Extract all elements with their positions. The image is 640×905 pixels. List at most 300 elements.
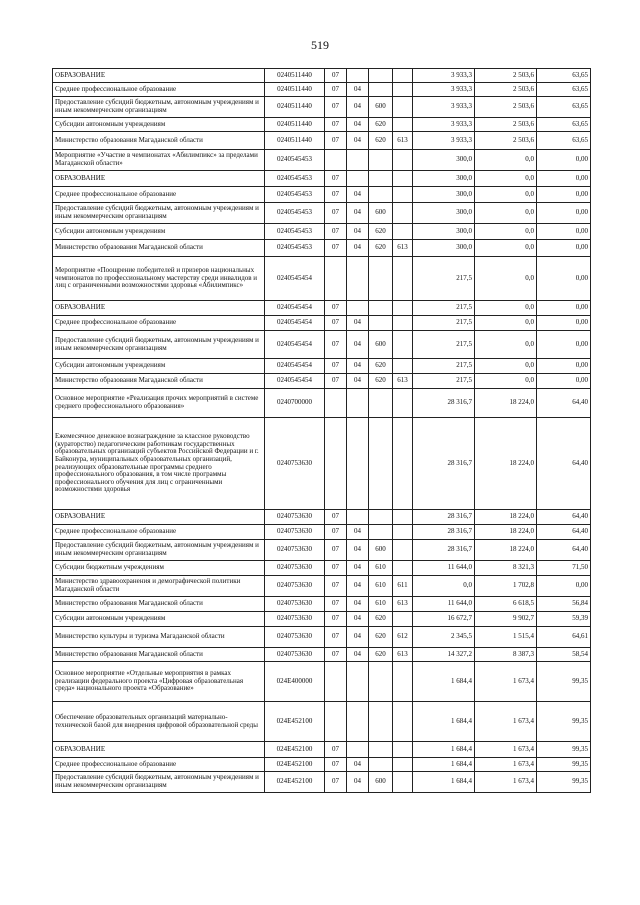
row-target-code: 0240545454 bbox=[265, 331, 325, 359]
row-plan: 3 933,3 bbox=[413, 118, 475, 132]
row-target-code: 0240753630 bbox=[265, 418, 325, 510]
row-actual: 1 515,4 bbox=[475, 627, 537, 648]
row-target-code: 0240753630 bbox=[265, 525, 325, 540]
row-expense-type bbox=[369, 257, 393, 301]
row-expense-type: 620 bbox=[369, 240, 393, 257]
row-section: 07 bbox=[325, 97, 347, 118]
row-actual: 1 702,8 bbox=[475, 576, 537, 597]
row-name: Министерство образования Магаданской области bbox=[53, 648, 265, 662]
row-plan: 28 316,7 bbox=[413, 418, 475, 510]
row-subsection bbox=[347, 257, 369, 301]
row-admin-code bbox=[393, 118, 413, 132]
page-number: 519 bbox=[311, 38, 329, 52]
row-expense-type: 620 bbox=[369, 132, 393, 150]
row-actual: 0,0 bbox=[475, 359, 537, 374]
row-plan: 3 933,3 bbox=[413, 132, 475, 150]
row-admin-code bbox=[393, 389, 413, 418]
row-target-code: 024E452100 bbox=[265, 742, 325, 758]
row-actual: 0,0 bbox=[475, 257, 537, 301]
row-actual: 0,0 bbox=[475, 301, 537, 316]
row-subsection bbox=[347, 742, 369, 758]
row-section: 07 bbox=[325, 772, 347, 793]
row-percent: 99,35 bbox=[537, 772, 591, 793]
row-percent: 0,00 bbox=[537, 359, 591, 374]
row-section: 07 bbox=[325, 540, 347, 561]
row-expense-type: 620 bbox=[369, 224, 393, 240]
row-target-code: 0240753630 bbox=[265, 648, 325, 662]
row-admin-code: 613 bbox=[393, 648, 413, 662]
row-name: Субсидии автономным учреждениям bbox=[53, 224, 265, 240]
row-admin-code bbox=[393, 257, 413, 301]
row-admin-code bbox=[393, 316, 413, 331]
row-name: Предоставление субсидий бюджетным, автономным учреждениям и иным некоммерческим организациям bbox=[53, 97, 265, 118]
table-row bbox=[53, 118, 591, 132]
row-section: 07 bbox=[325, 224, 347, 240]
table-row bbox=[53, 576, 591, 597]
row-section: 07 bbox=[325, 627, 347, 648]
row-target-code: 0240545454 bbox=[265, 374, 325, 389]
row-percent: 63,65 bbox=[537, 69, 591, 83]
row-actual: 18 224,0 bbox=[475, 418, 537, 510]
row-actual: 0,0 bbox=[475, 316, 537, 331]
row-section: 07 bbox=[325, 576, 347, 597]
row-admin-code bbox=[393, 525, 413, 540]
table-row bbox=[53, 331, 591, 359]
row-plan: 300,0 bbox=[413, 203, 475, 224]
row-expense-type: 610 bbox=[369, 576, 393, 597]
row-expense-type bbox=[369, 171, 393, 187]
row-plan: 3 933,3 bbox=[413, 97, 475, 118]
row-target-code: 0240545454 bbox=[265, 257, 325, 301]
row-actual: 18 224,0 bbox=[475, 525, 537, 540]
row-subsection: 04 bbox=[347, 83, 369, 97]
row-target-code: 0240753630 bbox=[265, 561, 325, 576]
row-plan: 28 316,7 bbox=[413, 540, 475, 561]
row-subsection bbox=[347, 662, 369, 702]
row-target-code: 0240511440 bbox=[265, 69, 325, 83]
row-admin-code bbox=[393, 359, 413, 374]
row-target-code: 0240545453 bbox=[265, 224, 325, 240]
row-subsection bbox=[347, 389, 369, 418]
row-admin-code: 613 bbox=[393, 132, 413, 150]
row-percent: 64,40 bbox=[537, 540, 591, 561]
row-name: Ежемесячное денежное вознаграждение за классное руководство (кураторство) педагогическим работникам государственных образовательных организаций субъектов Российской Федерации и г. Байконура, муниципальных образовательных организаций, реализующих образовательные программы среднего профессионального образования, в том числе программы профессионального обучения для лиц с ограниченными возможностями здоровья bbox=[53, 418, 265, 510]
row-subsection: 04 bbox=[347, 316, 369, 331]
row-target-code: 0240545453 bbox=[265, 150, 325, 171]
row-expense-type: 620 bbox=[369, 627, 393, 648]
row-subsection bbox=[347, 171, 369, 187]
row-admin-code bbox=[393, 331, 413, 359]
row-name: Мероприятие «Поощрение победителей и призеров национальных чемпионатов по профессиональному мастерству среди инвалидов и лиц с ограниченными возможностями здоровья «Абилимпикс» bbox=[53, 257, 265, 301]
table-row bbox=[53, 359, 591, 374]
row-percent: 0,00 bbox=[537, 187, 591, 203]
row-plan: 28 316,7 bbox=[413, 525, 475, 540]
row-expense-type bbox=[369, 758, 393, 772]
row-target-code: 0240511440 bbox=[265, 118, 325, 132]
row-actual: 18 224,0 bbox=[475, 389, 537, 418]
row-subsection: 04 bbox=[347, 772, 369, 793]
row-expense-type bbox=[369, 389, 393, 418]
row-percent: 0,00 bbox=[537, 203, 591, 224]
row-name: Обеспечение образовательных организаций материально-технической базой для внедрения цифровой образовательной среды bbox=[53, 702, 265, 742]
row-target-code: 024E452100 bbox=[265, 758, 325, 772]
row-expense-type: 620 bbox=[369, 118, 393, 132]
row-actual: 2 503,6 bbox=[475, 132, 537, 150]
table-row bbox=[53, 540, 591, 561]
row-admin-code bbox=[393, 540, 413, 561]
row-section: 07 bbox=[325, 561, 347, 576]
row-subsection: 04 bbox=[347, 97, 369, 118]
row-name: ОБРАЗОВАНИЕ bbox=[53, 69, 265, 83]
row-admin-code bbox=[393, 97, 413, 118]
row-name: Субсидии бюджетным учреждениям bbox=[53, 561, 265, 576]
row-section: 07 bbox=[325, 187, 347, 203]
row-subsection bbox=[347, 510, 369, 525]
table-row bbox=[53, 772, 591, 793]
row-plan: 2 345,5 bbox=[413, 627, 475, 648]
table-row bbox=[53, 132, 591, 150]
row-expense-type bbox=[369, 742, 393, 758]
row-section: 07 bbox=[325, 758, 347, 772]
row-percent: 63,65 bbox=[537, 118, 591, 132]
row-actual: 0,0 bbox=[475, 187, 537, 203]
row-section: 07 bbox=[325, 132, 347, 150]
row-name: Министерство культуры и туризма Магаданской области bbox=[53, 627, 265, 648]
row-plan: 11 644,0 bbox=[413, 597, 475, 612]
row-section: 07 bbox=[325, 331, 347, 359]
row-plan: 1 684,4 bbox=[413, 772, 475, 793]
row-section: 07 bbox=[325, 374, 347, 389]
row-actual: 1 673,4 bbox=[475, 702, 537, 742]
table-row bbox=[53, 662, 591, 702]
row-plan: 217,5 bbox=[413, 257, 475, 301]
row-plan: 1 684,4 bbox=[413, 662, 475, 702]
row-plan: 11 644,0 bbox=[413, 561, 475, 576]
row-section: 07 bbox=[325, 359, 347, 374]
row-actual: 0,0 bbox=[475, 224, 537, 240]
row-plan: 1 684,4 bbox=[413, 758, 475, 772]
table-row bbox=[53, 627, 591, 648]
row-expense-type bbox=[369, 301, 393, 316]
row-plan: 217,5 bbox=[413, 301, 475, 316]
row-admin-code bbox=[393, 69, 413, 83]
row-subsection: 04 bbox=[347, 187, 369, 203]
row-admin-code bbox=[393, 150, 413, 171]
row-subsection: 04 bbox=[347, 758, 369, 772]
row-expense-type: 620 bbox=[369, 612, 393, 627]
row-plan: 28 316,7 bbox=[413, 389, 475, 418]
row-section bbox=[325, 702, 347, 742]
row-expense-type: 600 bbox=[369, 772, 393, 793]
row-expense-type bbox=[369, 187, 393, 203]
row-subsection: 04 bbox=[347, 132, 369, 150]
row-plan: 217,5 bbox=[413, 316, 475, 331]
row-admin-code bbox=[393, 418, 413, 510]
row-percent: 63,65 bbox=[537, 132, 591, 150]
row-expense-type bbox=[369, 316, 393, 331]
row-target-code: 0240545453 bbox=[265, 171, 325, 187]
row-section: 07 bbox=[325, 171, 347, 187]
table-row bbox=[53, 510, 591, 525]
row-admin-code bbox=[393, 203, 413, 224]
budget-table bbox=[52, 68, 591, 793]
row-admin-code bbox=[393, 662, 413, 702]
row-percent: 0,00 bbox=[537, 316, 591, 331]
row-name: Субсидии автономным учреждениям bbox=[53, 359, 265, 374]
row-actual: 18 224,0 bbox=[475, 510, 537, 525]
row-name: Среднее профессиональное образование bbox=[53, 187, 265, 203]
row-name: ОБРАЗОВАНИЕ bbox=[53, 301, 265, 316]
row-section: 07 bbox=[325, 83, 347, 97]
row-actual: 1 673,4 bbox=[475, 758, 537, 772]
table-row bbox=[53, 97, 591, 118]
row-target-code: 0240545453 bbox=[265, 203, 325, 224]
row-expense-type: 610 bbox=[369, 597, 393, 612]
row-plan: 0,0 bbox=[413, 576, 475, 597]
row-section: 07 bbox=[325, 510, 347, 525]
row-percent: 64,61 bbox=[537, 627, 591, 648]
row-expense-type: 620 bbox=[369, 359, 393, 374]
table-row bbox=[53, 561, 591, 576]
row-actual: 0,0 bbox=[475, 171, 537, 187]
row-target-code: 0240753630 bbox=[265, 540, 325, 561]
row-percent: 64,40 bbox=[537, 510, 591, 525]
row-percent: 0,00 bbox=[537, 331, 591, 359]
table-row bbox=[53, 69, 591, 83]
row-subsection: 04 bbox=[347, 203, 369, 224]
table-row bbox=[53, 742, 591, 758]
row-subsection: 04 bbox=[347, 359, 369, 374]
row-section bbox=[325, 150, 347, 171]
row-target-code: 0240511440 bbox=[265, 97, 325, 118]
row-target-code: 0240545454 bbox=[265, 301, 325, 316]
table-row bbox=[53, 648, 591, 662]
row-name: ОБРАЗОВАНИЕ bbox=[53, 510, 265, 525]
row-subsection: 04 bbox=[347, 540, 369, 561]
table-row bbox=[53, 301, 591, 316]
table-row bbox=[53, 389, 591, 418]
row-name: Среднее профессиональное образование bbox=[53, 525, 265, 540]
row-name: Среднее профессиональное образование bbox=[53, 758, 265, 772]
row-percent: 63,65 bbox=[537, 83, 591, 97]
row-admin-code bbox=[393, 772, 413, 793]
row-expense-type bbox=[369, 418, 393, 510]
row-subsection bbox=[347, 69, 369, 83]
row-section: 07 bbox=[325, 69, 347, 83]
row-target-code: 0240545453 bbox=[265, 240, 325, 257]
row-actual: 2 503,6 bbox=[475, 118, 537, 132]
row-section: 07 bbox=[325, 240, 347, 257]
table-row bbox=[53, 758, 591, 772]
row-percent: 64,40 bbox=[537, 525, 591, 540]
row-plan: 3 933,3 bbox=[413, 69, 475, 83]
row-name: Среднее профессиональное образование bbox=[53, 83, 265, 97]
row-admin-code bbox=[393, 301, 413, 316]
row-admin-code bbox=[393, 224, 413, 240]
row-name: ОБРАЗОВАНИЕ bbox=[53, 742, 265, 758]
row-target-code: 024E452100 bbox=[265, 702, 325, 742]
table-row bbox=[53, 702, 591, 742]
row-name: Предоставление субсидий бюджетным, автономным учреждениям и иным некоммерческим организациям bbox=[53, 331, 265, 359]
row-plan: 3 933,3 bbox=[413, 83, 475, 97]
row-section: 07 bbox=[325, 118, 347, 132]
row-subsection bbox=[347, 301, 369, 316]
row-plan: 300,0 bbox=[413, 240, 475, 257]
row-actual: 9 902,7 bbox=[475, 612, 537, 627]
row-target-code: 0240545454 bbox=[265, 316, 325, 331]
row-subsection: 04 bbox=[347, 597, 369, 612]
row-percent: 0,00 bbox=[537, 301, 591, 316]
row-subsection: 04 bbox=[347, 525, 369, 540]
row-actual: 18 224,0 bbox=[475, 540, 537, 561]
row-expense-type: 620 bbox=[369, 374, 393, 389]
row-expense-type bbox=[369, 69, 393, 83]
row-subsection bbox=[347, 150, 369, 171]
row-subsection: 04 bbox=[347, 627, 369, 648]
row-section bbox=[325, 662, 347, 702]
table-row bbox=[53, 525, 591, 540]
table-row bbox=[53, 224, 591, 240]
row-section bbox=[325, 257, 347, 301]
table-row bbox=[53, 150, 591, 171]
row-percent: 56,84 bbox=[537, 597, 591, 612]
row-target-code: 0240753630 bbox=[265, 576, 325, 597]
row-actual: 2 503,6 bbox=[475, 97, 537, 118]
row-expense-type: 610 bbox=[369, 561, 393, 576]
row-subsection: 04 bbox=[347, 612, 369, 627]
row-section bbox=[325, 389, 347, 418]
row-section: 07 bbox=[325, 316, 347, 331]
table-row bbox=[53, 257, 591, 301]
row-plan: 217,5 bbox=[413, 359, 475, 374]
row-percent: 0,00 bbox=[537, 257, 591, 301]
row-actual: 2 503,6 bbox=[475, 69, 537, 83]
row-expense-type: 600 bbox=[369, 540, 393, 561]
row-admin-code: 613 bbox=[393, 374, 413, 389]
row-plan: 16 672,7 bbox=[413, 612, 475, 627]
row-plan: 28 316,7 bbox=[413, 510, 475, 525]
row-name: Субсидии автономным учреждениям bbox=[53, 118, 265, 132]
row-percent: 99,35 bbox=[537, 758, 591, 772]
row-actual: 0,0 bbox=[475, 240, 537, 257]
row-target-code: 0240753630 bbox=[265, 627, 325, 648]
row-admin-code bbox=[393, 702, 413, 742]
row-actual: 0,0 bbox=[475, 374, 537, 389]
row-percent: 59,39 bbox=[537, 612, 591, 627]
table-row bbox=[53, 203, 591, 224]
row-section: 07 bbox=[325, 525, 347, 540]
row-percent: 0,00 bbox=[537, 224, 591, 240]
row-target-code: 0240700000 bbox=[265, 389, 325, 418]
row-name: Предоставление субсидий бюджетным, автономным учреждениям и иным некоммерческим организациям bbox=[53, 203, 265, 224]
row-name: Предоставление субсидий бюджетным, автономным учреждениям и иным некоммерческим организациям bbox=[53, 772, 265, 793]
row-target-code: 0240511440 bbox=[265, 132, 325, 150]
row-section: 07 bbox=[325, 597, 347, 612]
row-plan: 300,0 bbox=[413, 150, 475, 171]
row-plan: 300,0 bbox=[413, 171, 475, 187]
row-percent: 64,40 bbox=[537, 389, 591, 418]
row-percent: 0,00 bbox=[537, 576, 591, 597]
table-row bbox=[53, 418, 591, 510]
row-section: 07 bbox=[325, 648, 347, 662]
row-expense-type: 600 bbox=[369, 331, 393, 359]
row-target-code: 0240753630 bbox=[265, 612, 325, 627]
row-plan: 217,5 bbox=[413, 331, 475, 359]
row-percent: 0,00 bbox=[537, 240, 591, 257]
row-target-code: 0240545454 bbox=[265, 359, 325, 374]
table-row bbox=[53, 187, 591, 203]
row-target-code: 0240753630 bbox=[265, 597, 325, 612]
row-admin-code bbox=[393, 187, 413, 203]
table-row bbox=[53, 374, 591, 389]
table-row bbox=[53, 612, 591, 627]
row-name: Министерство образования Магаданской области bbox=[53, 374, 265, 389]
row-percent: 71,50 bbox=[537, 561, 591, 576]
row-expense-type bbox=[369, 662, 393, 702]
row-actual: 0,0 bbox=[475, 331, 537, 359]
table-row bbox=[53, 83, 591, 97]
row-target-code: 0240753630 bbox=[265, 510, 325, 525]
row-name: Основное мероприятие «Реализация прочих мероприятий в системе среднего профессионального образования» bbox=[53, 389, 265, 418]
row-subsection: 04 bbox=[347, 576, 369, 597]
row-subsection bbox=[347, 702, 369, 742]
row-subsection bbox=[347, 418, 369, 510]
row-plan: 1 684,4 bbox=[413, 742, 475, 758]
row-name: ОБРАЗОВАНИЕ bbox=[53, 171, 265, 187]
row-percent: 58,54 bbox=[537, 648, 591, 662]
row-percent: 99,35 bbox=[537, 662, 591, 702]
row-actual: 6 618,5 bbox=[475, 597, 537, 612]
row-subsection: 04 bbox=[347, 240, 369, 257]
row-name: Среднее профессиональное образование bbox=[53, 316, 265, 331]
row-name: Министерство здравоохранения и демографической политики Магаданской области bbox=[53, 576, 265, 597]
row-name: Министерство образования Магаданской области bbox=[53, 597, 265, 612]
row-admin-code: 611 bbox=[393, 576, 413, 597]
row-subsection: 04 bbox=[347, 331, 369, 359]
row-actual: 8 321,3 bbox=[475, 561, 537, 576]
row-actual: 1 673,4 bbox=[475, 662, 537, 702]
row-name: Основное мероприятие «Отдельные мероприятия в рамках реализации федерального проекта «Цифровая образовательная среда» национального проекта «Образование» bbox=[53, 662, 265, 702]
row-plan: 1 684,4 bbox=[413, 702, 475, 742]
row-admin-code bbox=[393, 758, 413, 772]
row-section: 07 bbox=[325, 612, 347, 627]
row-subsection: 04 bbox=[347, 561, 369, 576]
table-row bbox=[53, 240, 591, 257]
row-percent: 64,40 bbox=[537, 418, 591, 510]
row-admin-code: 613 bbox=[393, 240, 413, 257]
row-plan: 14 327,2 bbox=[413, 648, 475, 662]
row-subsection: 04 bbox=[347, 648, 369, 662]
row-section bbox=[325, 418, 347, 510]
row-subsection: 04 bbox=[347, 118, 369, 132]
row-expense-type bbox=[369, 150, 393, 171]
row-percent: 99,35 bbox=[537, 742, 591, 758]
row-admin-code bbox=[393, 510, 413, 525]
table-row bbox=[53, 171, 591, 187]
table-row bbox=[53, 597, 591, 612]
row-admin-code bbox=[393, 83, 413, 97]
row-subsection: 04 bbox=[347, 224, 369, 240]
row-section: 07 bbox=[325, 742, 347, 758]
table-row bbox=[53, 316, 591, 331]
row-plan: 300,0 bbox=[413, 224, 475, 240]
row-actual: 8 387,3 bbox=[475, 648, 537, 662]
row-name: Предоставление субсидий бюджетным, автономным учреждениям и иным некоммерческим организациям bbox=[53, 540, 265, 561]
row-expense-type: 600 bbox=[369, 203, 393, 224]
row-name: Мероприятие «Участие в чемпионатах «Абилимпикс» за пределами Магаданской области» bbox=[53, 150, 265, 171]
row-plan: 217,5 bbox=[413, 374, 475, 389]
row-name: Министерство образования Магаданской области bbox=[53, 240, 265, 257]
